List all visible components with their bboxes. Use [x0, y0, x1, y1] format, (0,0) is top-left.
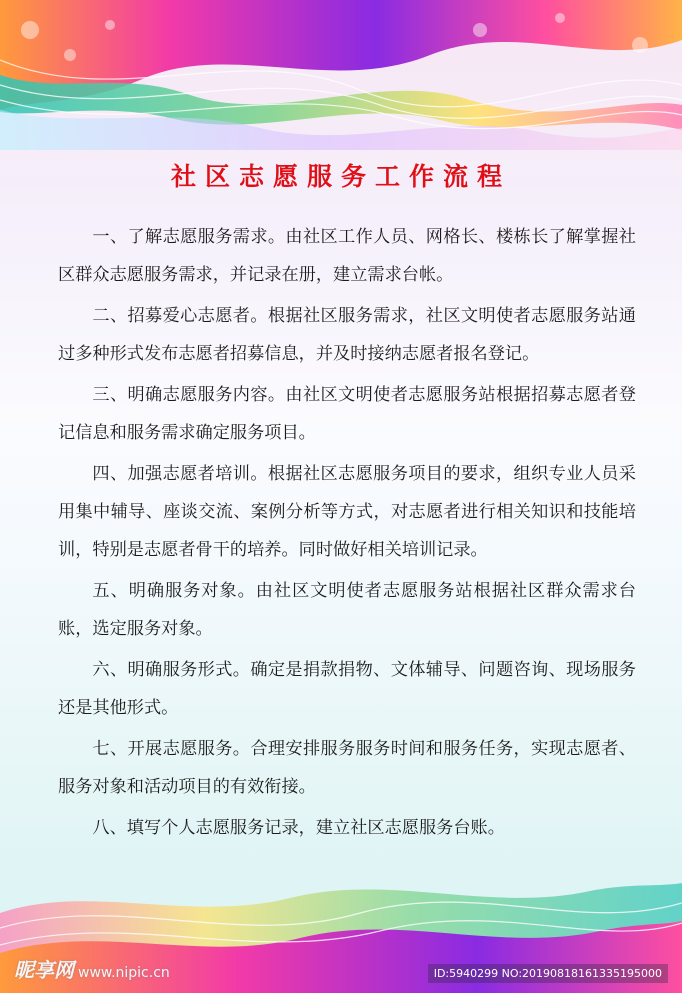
step-7: 七、开展志愿服务。合理安排服务服务时间和服务任务，实现志愿者、服务对象和活动项目的有效衔接。 [58, 739, 636, 797]
step-6: 六、明确服务形式。确定是捐款捐物、文体辅导、问题咨询、现场服务还是其他形式。 [58, 660, 636, 718]
watermark-url: www.nipic.cn [78, 965, 170, 981]
watermark-id: ID:5940299 NO:20190818161335195000 [428, 964, 668, 983]
step-5: 五、明确服务对象。由社区文明使者志愿服务站根据社区群众需求台账，选定服务对象。 [58, 581, 636, 639]
top-decorative-wave [0, 0, 682, 150]
step-8: 八、填写个人志愿服务记录，建立社区志愿服务台账。 [92, 818, 505, 838]
procedure-content [58, 218, 636, 850]
nipic-watermark-logo [14, 954, 170, 983]
step-3: 三、明确志愿服务内容。由社区文明使者志愿服务站根据招募志愿者登记信息和服务需求确定服务项目。 [58, 385, 636, 443]
step-1: 一、了解志愿服务需求。由社区工作人员、网格长、楼栋长了解掌握社区群众志愿服务需求，并记录在册，建立需求台帐。 [58, 227, 636, 285]
page-title: 社区志愿服务工作流程 [170, 162, 511, 191]
step-4: 四、加强志愿者培训。根据社区志愿服务项目的要求，组织专业人员采用集中辅导、座谈交流、案例分析等方式，对志愿者进行相关知识和技能培训，特别是志愿者骨干的培养。同时做好相关培训记录。 [58, 464, 636, 560]
watermark-logo-text: 昵享网 [14, 958, 74, 982]
step-2: 二、招募爱心志愿者。根据社区服务需求，社区文明使者志愿服务站通过多种形式发布志愿者招募信息，并及时接纳志愿者报名登记。 [58, 306, 636, 364]
